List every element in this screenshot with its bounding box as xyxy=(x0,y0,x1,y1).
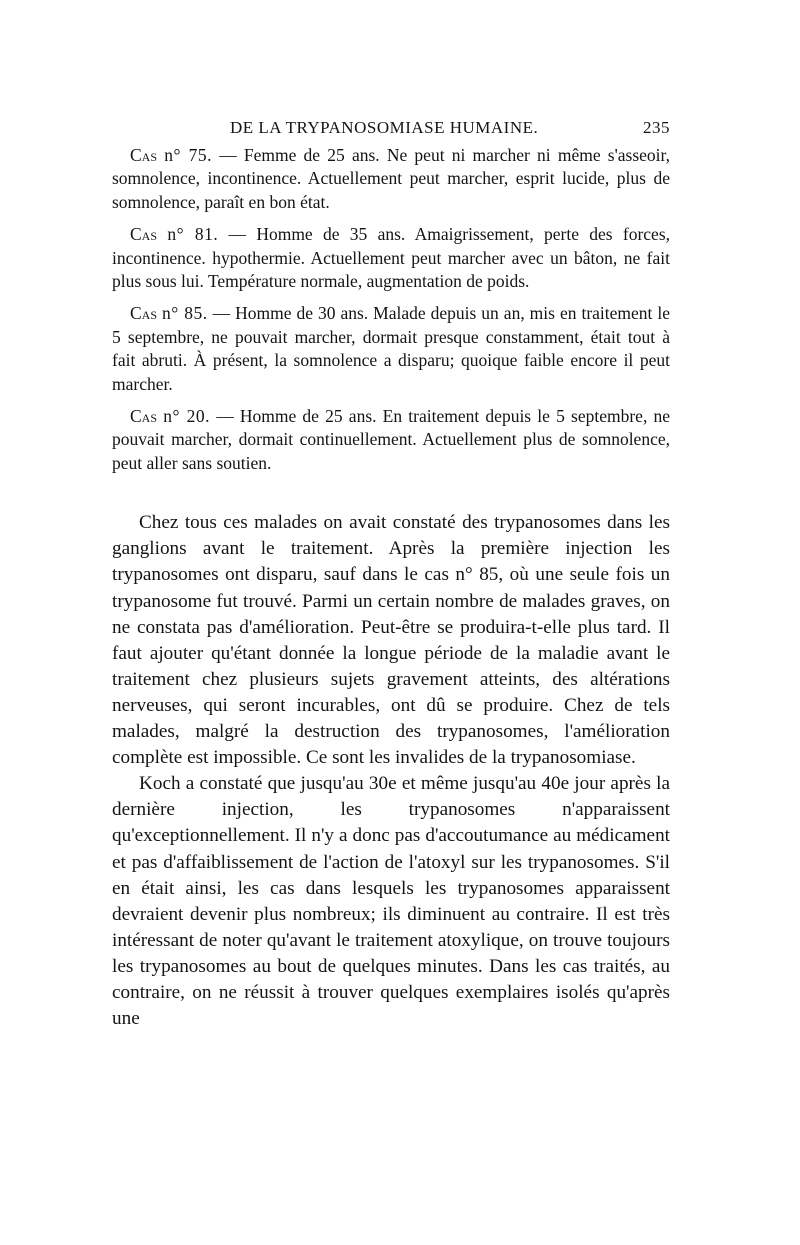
case-label: Cas xyxy=(130,303,158,324)
case-number: n° 20. xyxy=(163,406,211,427)
running-header xyxy=(112,118,670,144)
case-number: n° 75. xyxy=(164,145,213,165)
case-entry-20 xyxy=(112,405,670,475)
case-number: n° 81. xyxy=(167,224,219,245)
case-label: Cas xyxy=(130,406,158,427)
case-text: — Homme de 25 ans. En traitement depuis le 5 septembre, ne pouvait marcher, dormait continuellement. Actuellement plus de somnolence, peut aller sans soutien. xyxy=(112,406,671,473)
case-entry-75 xyxy=(112,144,670,214)
body-paragraph-2: Koch a constaté que jusqu'au 30e et même jusqu'au 40e jour après la dernière injection, les trypanosomes n'apparaissent qu'exceptionnellement. Il n'y a donc pas d'accoutumance au médicament et pas d'affaiblissement de l'action de l'atoxyl sur les trypanosomes. S'il en était ainsi, les cas dans lesquels les trypanosomes apparaissent devraient devenir plus nombreux; ils diminuent au contraire. Il est très intéressant de noter qu'avant le traitement atoxylique, on trouve toujours les trypanosomes au bout de quelques minutes. Dans les cas traités, au contraire, on ne réussit à trouver quelques exemplaires isolés qu'après une xyxy=(112,773,670,1030)
case-label: Cas xyxy=(130,224,158,245)
section-gap xyxy=(112,484,670,510)
running-title: DE LA TRYPANOSOMIASE HUMAINE. xyxy=(230,118,539,137)
book-page xyxy=(112,118,670,1032)
case-number: n° 85. xyxy=(162,303,208,324)
case-text: — Homme de 30 ans. Malade depuis un an, mis en traitement le 5 septembre, ne pouvait marcher, dormait presque constamment, était tout à fait abruti. À présent, la somnolence a disparu; quoique faible encore il peut marcher. xyxy=(112,303,671,394)
case-entry-85 xyxy=(112,302,670,396)
case-text: — Homme de 35 ans. Amaigrissement, perte des forces, incontinence. hypothermie. Actuellement peut marcher avec un bâton, ne fait plus sous lui. Température normale, augmentation de poids. xyxy=(112,224,671,292)
case-text: — Femme de 25 ans. Ne peut ni marcher ni même s'asseoir, somnolence, incontinence. Actuellement peut marcher, esprit lucide, plus de somnolence, paraît en bon état. xyxy=(112,145,671,212)
body-paragraph-1: Chez tous ces malades on avait constaté des trypanosomes dans les ganglions avant le traitement. Après la première injection les trypanosomes ont disparu, sauf dans le cas n° 85, où une seule fois un trypanosome fut trouvé. Parmi un certain nombre de malades graves, on ne constata pas d'amélioration. Peut-être se produira-t-elle plus tard. Il faut ajouter qu'étant donnée la longue période de la maladie avant le traitement chez plusieurs sujets gravement atteints, des altérations nerveuses, qui seront incurables, ont dû se produire. Chez de tels malades, malgré la destruction des trypanosomes, l'amélioration complète est impossible. Ce sont les invalides de la trypanosomiase. xyxy=(112,512,670,769)
case-label: Cas xyxy=(130,145,158,165)
page-number: 235 xyxy=(643,118,670,137)
case-entry-81 xyxy=(112,223,670,293)
